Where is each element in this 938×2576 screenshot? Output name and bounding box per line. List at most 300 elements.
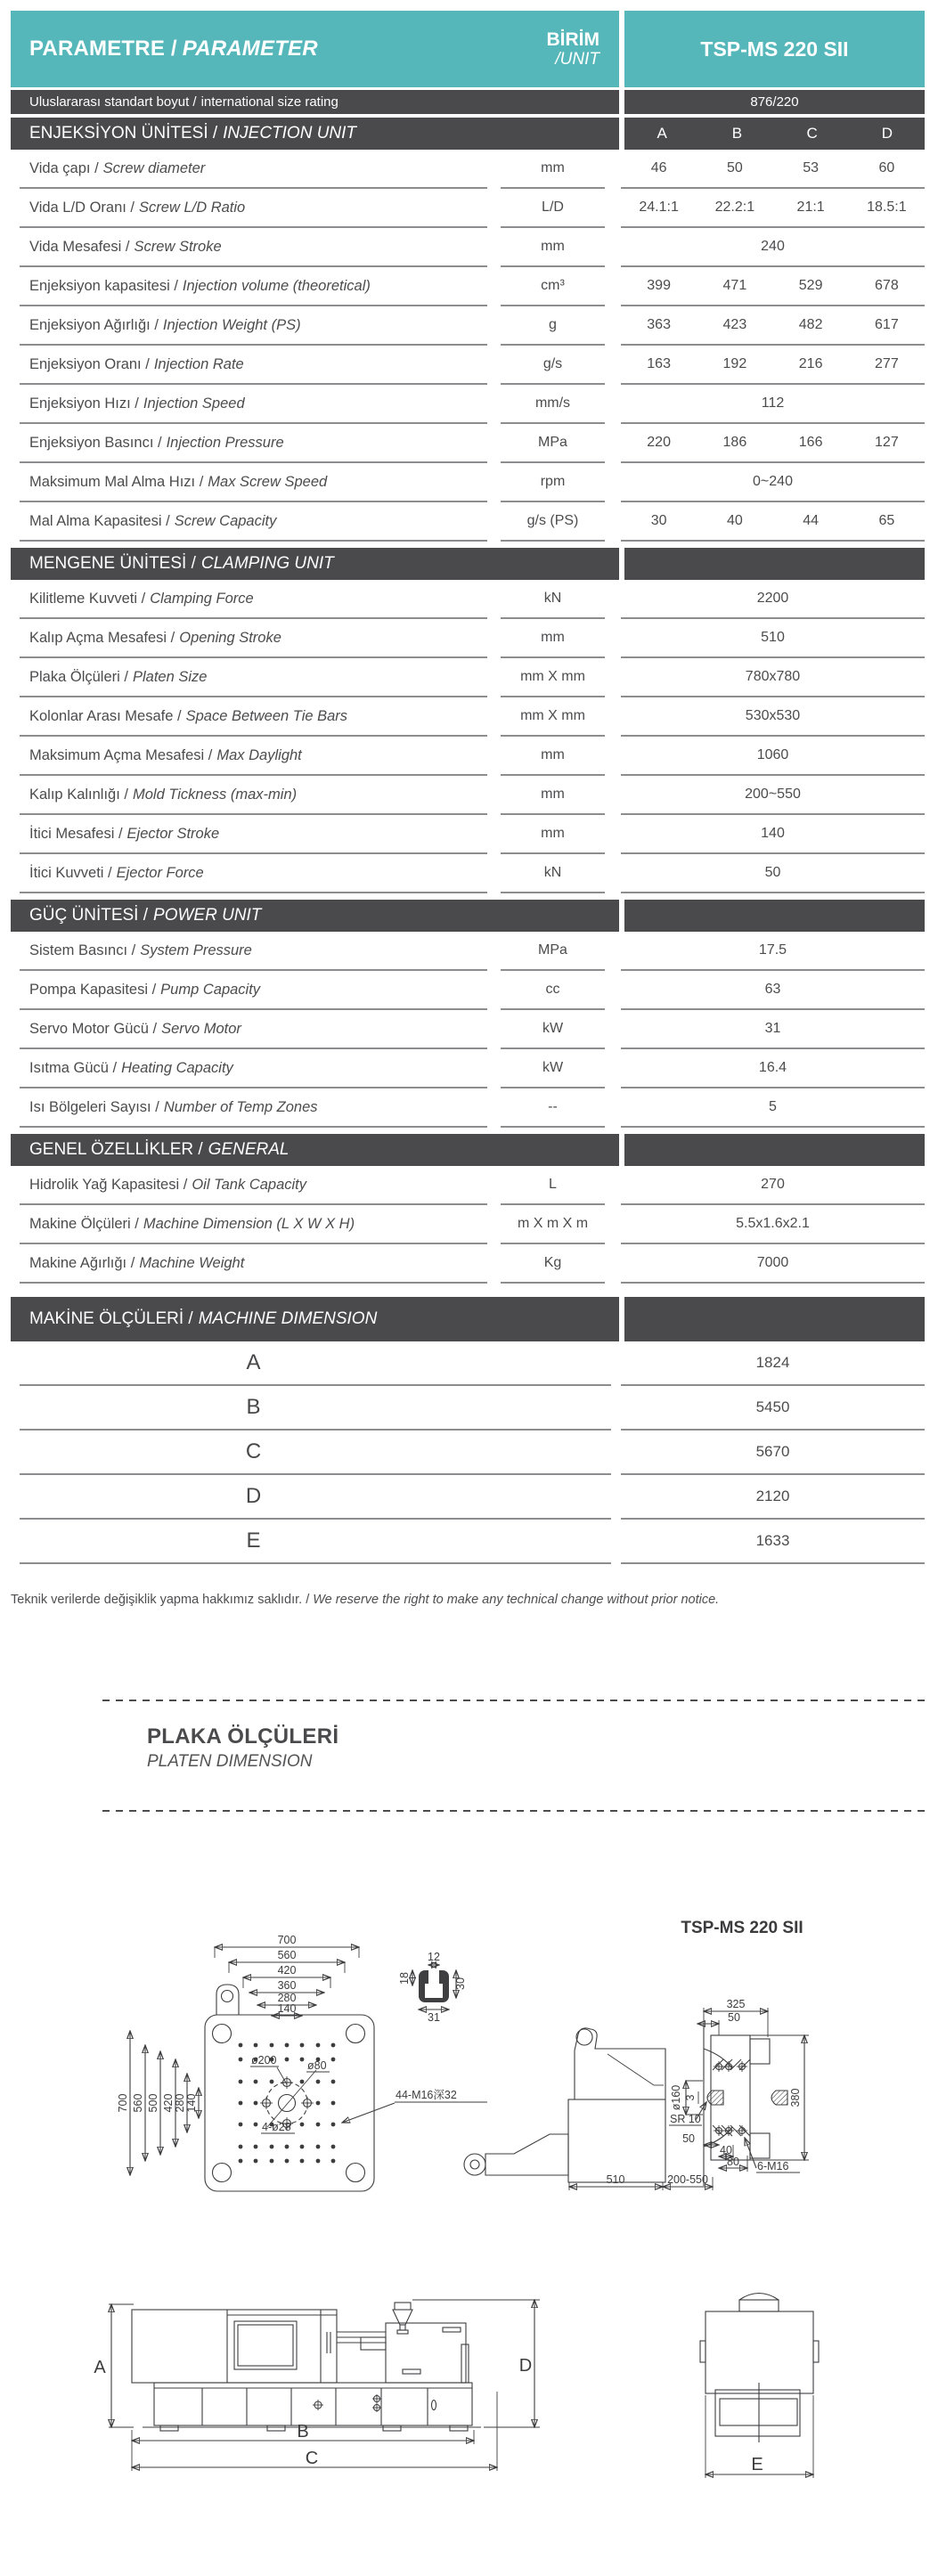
column-header-b: B <box>731 125 743 142</box>
row-label-tr: Pompa Kapasitesi / <box>29 981 157 998</box>
value-a: 363 <box>647 317 671 332</box>
side-label-sr10: SR 10 <box>670 2113 701 2125</box>
side-dim-380: 380 <box>789 2088 802 2107</box>
dimension-letter-cell <box>20 1520 611 1564</box>
table-row <box>11 150 925 189</box>
row-label <box>20 502 487 542</box>
row-unit: kW <box>501 1010 605 1049</box>
table-row <box>11 1166 925 1205</box>
row-label <box>20 150 487 189</box>
value-c: 44 <box>803 513 820 528</box>
row-unit: cm³ <box>501 267 605 306</box>
table-row <box>11 228 925 267</box>
row-unit: mm <box>501 150 605 189</box>
row-label-tr: Kalıp Kalınlığı / <box>29 786 128 803</box>
section-title <box>11 118 619 150</box>
elev-dim-E: E <box>751 2455 763 2474</box>
table-row <box>11 854 925 893</box>
value-c: 482 <box>798 317 823 332</box>
row-label-tr: Maksimum Mal Alma Hızı / <box>29 473 204 490</box>
value-b: 423 <box>722 317 747 332</box>
section-title-tr: MAKİNE ÖLÇÜLERİ / <box>29 1309 193 1328</box>
row-unit: mm <box>501 815 605 854</box>
dim-420-v: 420 <box>162 2093 175 2113</box>
value-a: 220 <box>647 435 671 450</box>
value-b: 22.2:1 <box>714 200 755 215</box>
nozzle-seat <box>707 2091 723 2105</box>
value-a: 30 <box>650 513 667 528</box>
table-row <box>11 1088 925 1128</box>
row-unit: L <box>501 1166 605 1205</box>
column-header-a: A <box>657 125 667 142</box>
table-row <box>11 1049 925 1088</box>
section-title-tr: MENGENE ÜNİTESİ / <box>29 554 196 573</box>
dimension-row <box>11 1341 925 1386</box>
side-dim-200-550: 200-550 <box>667 2173 708 2186</box>
row-values <box>621 424 925 463</box>
row-unit: mm X mm <box>501 658 605 697</box>
row-value-span: 31 <box>621 1010 925 1049</box>
spec-table <box>11 11 925 1607</box>
dimension-row <box>11 1520 925 1564</box>
value-b: 192 <box>722 356 747 371</box>
dimension-value: 1824 <box>621 1341 925 1386</box>
row-unit: kN <box>501 854 605 893</box>
dimension-letter: E <box>246 1528 261 1553</box>
table-row <box>11 580 925 619</box>
row-value-span: 530x530 <box>621 697 925 737</box>
dim-280: 280 <box>277 1992 297 2004</box>
row-label <box>20 619 487 658</box>
dimension-letter-cell <box>20 1386 611 1431</box>
row-label-tr: Enjeksiyon Basıncı / <box>29 434 162 451</box>
size-rating-en: international size rating <box>200 94 338 110</box>
row-label <box>20 346 487 385</box>
parameter-title-tr: PARAMETRE / <box>29 37 177 61</box>
dimension-row <box>11 1431 925 1475</box>
row-label-tr: Plaka Ölçüleri / <box>29 668 128 685</box>
row-label <box>20 737 487 776</box>
section-bar-machine-dimension <box>11 1297 925 1341</box>
dimension-letter: A <box>246 1350 261 1374</box>
dim-500-v: 500 <box>147 2093 159 2113</box>
row-value-span: 270 <box>621 1166 925 1205</box>
footer-note-tr: Teknik verilerde değişiklik yapma hakkımız saklıdır. / <box>11 1593 310 1607</box>
row-label-en: Opening Stroke <box>179 629 281 646</box>
section-title <box>11 900 619 932</box>
elev-dim-C: C <box>305 2449 319 2468</box>
table-row <box>11 971 925 1010</box>
row-value-span: 112 <box>621 385 925 424</box>
row-label <box>20 1049 487 1088</box>
platen-heading-tr: PLAKA ÖLÇÜLERİ <box>147 1724 339 1749</box>
row-label-tr: İtici Kuvveti / <box>29 864 112 881</box>
dim-140-v: 140 <box>185 2093 198 2113</box>
row-unit: kN <box>501 580 605 619</box>
dimension-letter: C <box>245 1439 262 1463</box>
section-title-en: GENERAL <box>208 1140 290 1159</box>
dim-700-v: 700 <box>117 2093 129 2113</box>
value-d: 617 <box>875 317 899 332</box>
dimension-value: 1633 <box>621 1520 925 1564</box>
dimension-letter-cell <box>20 1475 611 1520</box>
row-label-tr: Enjeksiyon Ağırlığı / <box>29 316 159 333</box>
row-label-en: Ejector Stroke <box>126 825 220 842</box>
row-label-en: Servo Motor <box>161 1020 241 1037</box>
row-value-span: 0~240 <box>621 463 925 502</box>
label-4-dia28: 4-ø28 <box>262 2121 291 2133</box>
row-values <box>621 346 925 385</box>
row-label <box>20 658 487 697</box>
dimension-letter: B <box>246 1395 261 1419</box>
tslot-dim-31: 31 <box>428 2011 440 2024</box>
row-label <box>20 1088 487 1128</box>
row-value-span: 200~550 <box>621 776 925 815</box>
table-row <box>11 1205 925 1244</box>
row-label <box>20 1010 487 1049</box>
table-row <box>11 385 925 424</box>
row-label-tr: Kilitleme Kuvveti / <box>29 590 146 607</box>
dashed-divider-top <box>102 1700 926 1701</box>
row-label-tr: Vida L/D Oranı / <box>29 199 135 216</box>
model-header: TSP-MS 220 SII <box>624 11 925 87</box>
row-values <box>621 150 925 189</box>
size-rating-tr: Uluslararası standart boyut / <box>29 94 197 110</box>
section-title-en: MACHINE DIMENSION <box>198 1309 378 1328</box>
row-label-en: Space Between Tie Bars <box>185 707 348 724</box>
row-label-en: Platen Size <box>132 668 208 685</box>
row-value-span: 780x780 <box>621 658 925 697</box>
parameter-title <box>29 37 318 61</box>
row-values <box>621 189 925 228</box>
value-c: 166 <box>798 435 823 450</box>
value-c: 53 <box>803 160 820 175</box>
row-value-span: 63 <box>621 971 925 1010</box>
elev-dim-B: B <box>297 2422 309 2441</box>
value-c: 216 <box>798 356 823 371</box>
dashed-divider-bottom <box>102 1810 926 1812</box>
dimension-value: 5450 <box>621 1386 925 1431</box>
table-row <box>11 776 925 815</box>
row-value-span: 5 <box>621 1088 925 1128</box>
label-dia80: ø80 <box>307 2059 327 2072</box>
table-row <box>11 463 925 502</box>
footer-note-en: We reserve the right to make any technical change without prior notice. <box>313 1593 720 1607</box>
nozzle-tip <box>771 2091 787 2105</box>
row-label-tr: Vida Mesafesi / <box>29 238 130 255</box>
row-label-en: System Pressure <box>140 942 252 958</box>
side-dim-dia160: ø160 <box>670 2084 682 2111</box>
unit-title-en: /UNIT <box>555 50 600 69</box>
row-label <box>20 1205 487 1244</box>
row-label-en: Injection Weight (PS) <box>162 316 301 333</box>
row-label-en: Injection Pressure <box>166 434 284 451</box>
value-a: 399 <box>647 278 671 293</box>
side-dim-510: 510 <box>606 2173 625 2186</box>
row-label-en: Number of Temp Zones <box>163 1098 318 1115</box>
row-label <box>20 971 487 1010</box>
row-label <box>20 815 487 854</box>
row-unit: m X m X m <box>501 1205 605 1244</box>
label-44-m16: 44-M16深32 <box>396 2089 457 2101</box>
row-label-tr: Servo Motor Gücü / <box>29 1020 158 1037</box>
value-a: 24.1:1 <box>639 200 679 215</box>
row-label <box>20 385 487 424</box>
row-label <box>20 580 487 619</box>
row-unit: mm <box>501 776 605 815</box>
row-label-en: Mold Tickness (max-min) <box>132 786 298 803</box>
row-label-tr: Hidrolik Yağ Kapasitesi / <box>29 1176 188 1193</box>
technical-drawings <box>0 1817 938 2576</box>
row-label-tr: Isıtma Gücü / <box>29 1059 118 1076</box>
table-row <box>11 267 925 306</box>
row-label-en: Clamping Force <box>150 590 254 607</box>
tslot-dim-12: 12 <box>428 1951 440 1963</box>
elev-dim-A: A <box>94 2358 106 2377</box>
row-values <box>621 502 925 542</box>
dimension-value: 5670 <box>621 1431 925 1475</box>
row-label <box>20 306 487 346</box>
row-label-en: Injection Speed <box>143 395 245 412</box>
tslot-detail <box>398 1951 467 2024</box>
row-unit: Kg <box>501 1244 605 1284</box>
table-row <box>11 306 925 346</box>
row-values <box>621 267 925 306</box>
row-unit: L/D <box>501 189 605 228</box>
side-dim-325: 325 <box>726 1998 746 2010</box>
row-values <box>621 306 925 346</box>
row-label <box>20 1166 487 1205</box>
row-label <box>20 776 487 815</box>
row-value-span: 7000 <box>621 1244 925 1284</box>
section-title-en: POWER UNIT <box>153 906 262 925</box>
table-row <box>11 932 925 971</box>
section-bar-power <box>11 900 925 932</box>
table-row <box>11 189 925 228</box>
table-row <box>11 697 925 737</box>
row-label-en: Screw Capacity <box>174 512 277 529</box>
dimension-letter: D <box>245 1484 262 1508</box>
header-parameter-cell <box>11 11 619 87</box>
row-label-en: Screw Stroke <box>134 238 222 255</box>
footer-note <box>11 1593 925 1607</box>
row-label-en: Ejector Force <box>116 864 204 881</box>
row-label <box>20 267 487 306</box>
row-label-tr: Makine Ağırlığı / <box>29 1254 135 1271</box>
value-b: 186 <box>722 435 747 450</box>
row-value-span: 50 <box>621 854 925 893</box>
row-value-span: 16.4 <box>621 1049 925 1088</box>
size-rating-value: 876/220 <box>624 90 925 114</box>
row-value-span: 17.5 <box>621 932 925 971</box>
platen-top-dimensions <box>215 1934 359 2016</box>
row-label-tr: Isı Bölgeleri Sayısı / <box>29 1098 159 1115</box>
side-dim-50-bottom: 50 <box>682 2132 695 2145</box>
row-unit: mm/s <box>501 385 605 424</box>
section-bar-general <box>11 1134 925 1166</box>
side-label-6m16: 6-M16 <box>757 2160 789 2172</box>
row-label-en: Screw diameter <box>102 159 206 176</box>
dimension-letter-cell <box>20 1431 611 1475</box>
row-label-tr: Vida çapı / <box>29 159 99 176</box>
section-title-en: INJECTION UNIT <box>223 124 357 143</box>
section-bar-right <box>624 1134 925 1166</box>
row-label-tr: Makine Ölçüleri / <box>29 1215 139 1232</box>
unit-title <box>547 29 600 69</box>
platen-left-dimensions <box>117 2031 199 2175</box>
row-label <box>20 932 487 971</box>
row-label <box>20 1244 487 1284</box>
value-d: 18.5:1 <box>867 200 907 215</box>
row-unit: MPa <box>501 932 605 971</box>
section-bar-right <box>624 900 925 932</box>
row-unit: cc <box>501 971 605 1010</box>
row-label-en: Injection Rate <box>153 355 244 372</box>
section-bar-right <box>624 548 925 580</box>
value-b: 40 <box>726 513 743 528</box>
platen-heading <box>147 1724 338 1772</box>
row-label-en: Max Screw Speed <box>208 473 328 490</box>
row-label <box>20 463 487 502</box>
value-d: 60 <box>878 160 895 175</box>
section-bar-injection <box>11 118 925 150</box>
row-label <box>20 854 487 893</box>
parameter-title-en: PARAMETER <box>182 37 318 61</box>
unit-title-tr: BİRİM <box>546 29 600 50</box>
column-headers <box>624 118 925 150</box>
row-unit: g/s <box>501 346 605 385</box>
clamp-side-view <box>464 1998 809 2190</box>
row-value-span: 510 <box>621 619 925 658</box>
table-row <box>11 737 925 776</box>
row-unit: g <box>501 306 605 346</box>
row-label-tr: İtici Mesafesi / <box>29 825 123 842</box>
value-d: 678 <box>875 278 899 293</box>
row-label-tr: Maksimum Açma Mesafesi / <box>29 746 213 763</box>
section-bar-right <box>624 1297 925 1341</box>
row-value-span: 240 <box>621 228 925 267</box>
dim-140: 140 <box>277 2002 297 2015</box>
section-title-tr: GENEL ÖZELLİKLER / <box>29 1140 203 1159</box>
value-b: 471 <box>722 278 747 293</box>
side-dim-40: 40 <box>720 2144 732 2156</box>
dim-360: 360 <box>277 1979 297 1992</box>
column-header-c: C <box>806 125 818 142</box>
elev-dim-D: D <box>518 2356 533 2376</box>
row-unit: mm <box>501 228 605 267</box>
table-header <box>11 11 925 87</box>
table-row <box>11 658 925 697</box>
value-a: 163 <box>647 356 671 371</box>
table-row <box>11 346 925 385</box>
table-row <box>11 502 925 542</box>
row-unit: -- <box>501 1088 605 1128</box>
value-d: 127 <box>875 435 899 450</box>
table-row <box>11 1244 925 1284</box>
row-label-en: Max Daylight <box>216 746 302 763</box>
row-label <box>20 228 487 267</box>
row-label-tr: Enjeksiyon kapasitesi / <box>29 277 178 294</box>
row-label <box>20 697 487 737</box>
dim-420: 420 <box>277 1964 297 1977</box>
row-label-en: Heating Capacity <box>121 1059 233 1076</box>
row-label-tr: Kalıp Açma Mesafesi / <box>29 629 175 646</box>
dim-560-v: 560 <box>132 2093 144 2113</box>
dimension-row <box>11 1475 925 1520</box>
dim-280-v: 280 <box>174 2093 186 2113</box>
machine-front-elevation <box>94 2300 540 2471</box>
side-dim-80: 80 <box>727 2156 739 2168</box>
table-row <box>11 815 925 854</box>
size-rating-row <box>11 90 925 114</box>
row-label-tr: Enjeksiyon Oranı / <box>29 355 150 372</box>
row-label-en: Machine Weight <box>139 1254 245 1271</box>
dim-700: 700 <box>277 1934 297 1946</box>
row-label <box>20 424 487 463</box>
row-label-en: Injection volume (theoretical) <box>182 277 371 294</box>
column-header-d: D <box>881 125 893 142</box>
side-dim-3: 3 <box>684 2094 697 2101</box>
row-value-span: 2200 <box>621 580 925 619</box>
row-label-tr: Mal Alma Kapasitesi / <box>29 512 170 529</box>
platen-heading-en: PLATEN DIMENSION <box>147 1752 313 1771</box>
value-c: 529 <box>798 278 823 293</box>
section-title-en: CLAMPING UNIT <box>200 554 334 573</box>
dimension-letter-cell <box>20 1341 611 1386</box>
size-rating-label <box>11 90 619 114</box>
tslot-dim-30: 30 <box>454 1977 467 1990</box>
tslot-dim-18: 18 <box>398 1972 411 1985</box>
row-label-tr: Kolonlar Arası Mesafe / <box>29 707 182 724</box>
row-label-en: Screw L/D Ratio <box>139 199 246 216</box>
drawing-model-label: TSP-MS 220 SII <box>681 1919 803 1937</box>
value-a: 46 <box>650 160 667 175</box>
row-unit: mm <box>501 619 605 658</box>
row-label-tr: Enjeksiyon Hızı / <box>29 395 139 412</box>
platen-labels <box>250 2054 487 2133</box>
row-unit: rpm <box>501 463 605 502</box>
dim-560: 560 <box>277 1949 297 1961</box>
row-unit: mm <box>501 737 605 776</box>
row-value-span: 5.5x1.6x2.1 <box>621 1205 925 1244</box>
table-row <box>11 1010 925 1049</box>
value-c: 21:1 <box>796 200 825 215</box>
section-title-tr: GÜÇ ÜNİTESİ / <box>29 906 149 925</box>
row-label-en: Machine Dimension (L X W X H) <box>143 1215 355 1232</box>
row-value-span: 140 <box>621 815 925 854</box>
row-value-span: 1060 <box>621 737 925 776</box>
label-dia200: ø200 <box>251 2054 277 2067</box>
dimension-value: 2120 <box>621 1475 925 1520</box>
machine-end-view <box>700 2294 819 2479</box>
section-title <box>11 1297 619 1341</box>
value-d: 277 <box>875 356 899 371</box>
row-unit: kW <box>501 1049 605 1088</box>
side-dim-50-top: 50 <box>728 2011 740 2024</box>
section-title <box>11 1134 619 1166</box>
row-label <box>20 189 487 228</box>
row-unit: g/s (PS) <box>501 502 605 542</box>
section-bar-clamping <box>11 548 925 580</box>
row-label-en: Oil Tank Capacity <box>192 1176 307 1193</box>
table-row <box>11 424 925 463</box>
dimension-row <box>11 1386 925 1431</box>
value-b: 50 <box>726 160 743 175</box>
row-unit: mm X mm <box>501 697 605 737</box>
row-label-en: Pump Capacity <box>160 981 261 998</box>
table-row <box>11 619 925 658</box>
section-title <box>11 548 619 580</box>
